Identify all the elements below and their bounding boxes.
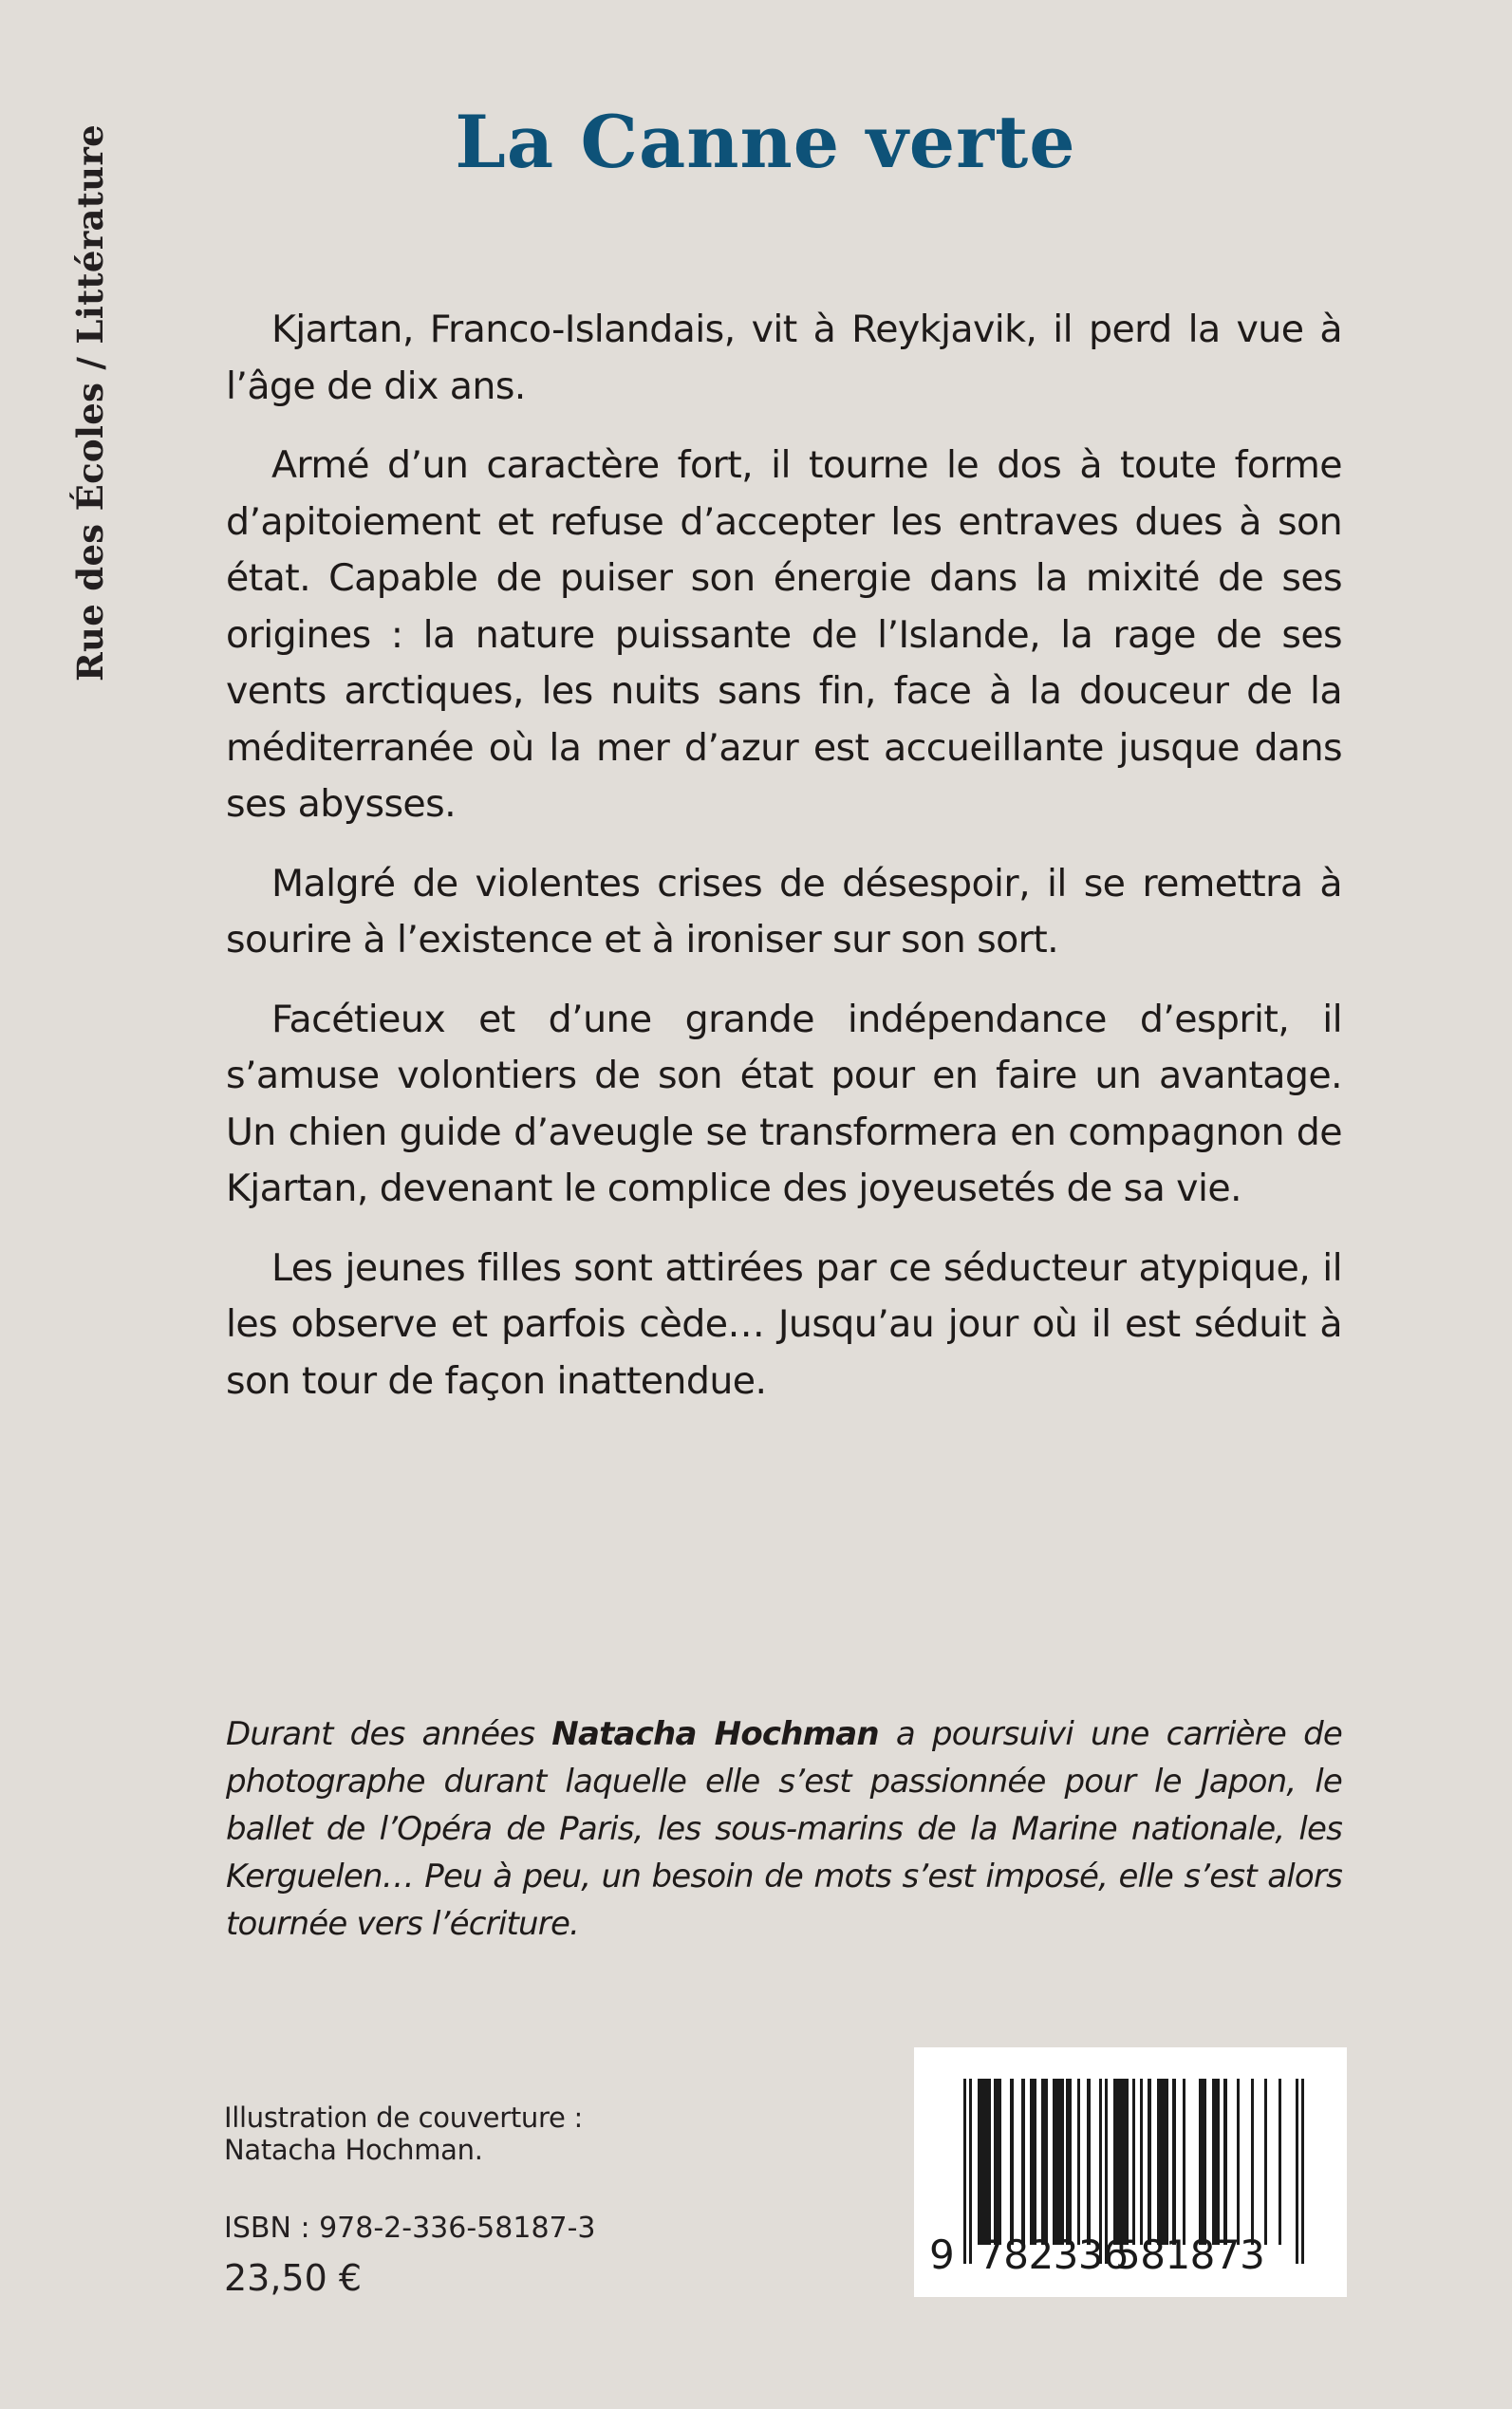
summary-paragraph: Armé d’un caractère fort, il tourne le dos à toute forme d’apitoiement et refuse d’accepter les entraves dues à son état. Capable de puiser son énergie dans la mixité de ses origines : la nature puissante de l’Islande, la rage de ses vents arctiques, les nuits sans fin, face à la douceur de la méditerranée où la mer d’azur est accueillante jusque dans ses abysses. — [226, 443, 1342, 826]
barcode-first-digit: 9 — [929, 2232, 955, 2278]
price: 23,50 € — [224, 2257, 363, 2299]
summary-paragraph: Facétieux et d’une grande indépendance d’esprit, il s’amuse volontiers de son état pour en faire un avantage. Un chien guide d’aveugle se transformera en compagnon de Kjartan, devenant le complice des joyeusetés de sa vie. — [226, 997, 1342, 1210]
bio-prefix: Durant des années — [226, 1715, 552, 1753]
bio-text: a poursuivi une carrière de photographe durant laquelle elle s’est passionnée pour le Japon, le ballet de l’Opéra de Paris, les sous-marins de la Marine nationale, les Kerguelen… Peu à peu, un besoin de mots s’est imposé, elle s’est alors tournée vers l’écriture. — [226, 1715, 1342, 1943]
illustration-author: Natacha Hochman. — [224, 2134, 483, 2166]
barcode-right-digits: 581873 — [1115, 2232, 1265, 2278]
barcode — [914, 2047, 1347, 2297]
summary-paragraph: Kjartan, Franco-Islandais, vit à Reykjavik, il perd la vue à l’âge de dix ans. — [226, 308, 1342, 408]
cover-credits — [224, 2101, 793, 2166]
summary-paragraph: Malgré de violentes crises de désespoir, il se remettra à sourire à l’existence et à ironiser sur son sort. — [226, 861, 1342, 962]
summary-paragraph: Les jeunes filles sont attirées par ce séducteur atypique, il les observe et parfois cède… Jusqu’au jour où il est séduit à son tour de façon inattendue. — [226, 1245, 1342, 1403]
isbn: ISBN : 978-2-336-58187-3 — [224, 2212, 596, 2245]
spine-collection-label: Rue des Écoles / Littérature — [69, 124, 111, 682]
illustration-label: Illustration de couverture : — [224, 2101, 583, 2134]
barcode-left-digits: 782336 — [979, 2232, 1129, 2278]
author-bio — [226, 1710, 1342, 1948]
bio-author-name: Natacha Hochman — [551, 1715, 879, 1753]
book-summary — [226, 302, 1342, 1432]
book-title: La Canne verte — [455, 100, 1076, 184]
